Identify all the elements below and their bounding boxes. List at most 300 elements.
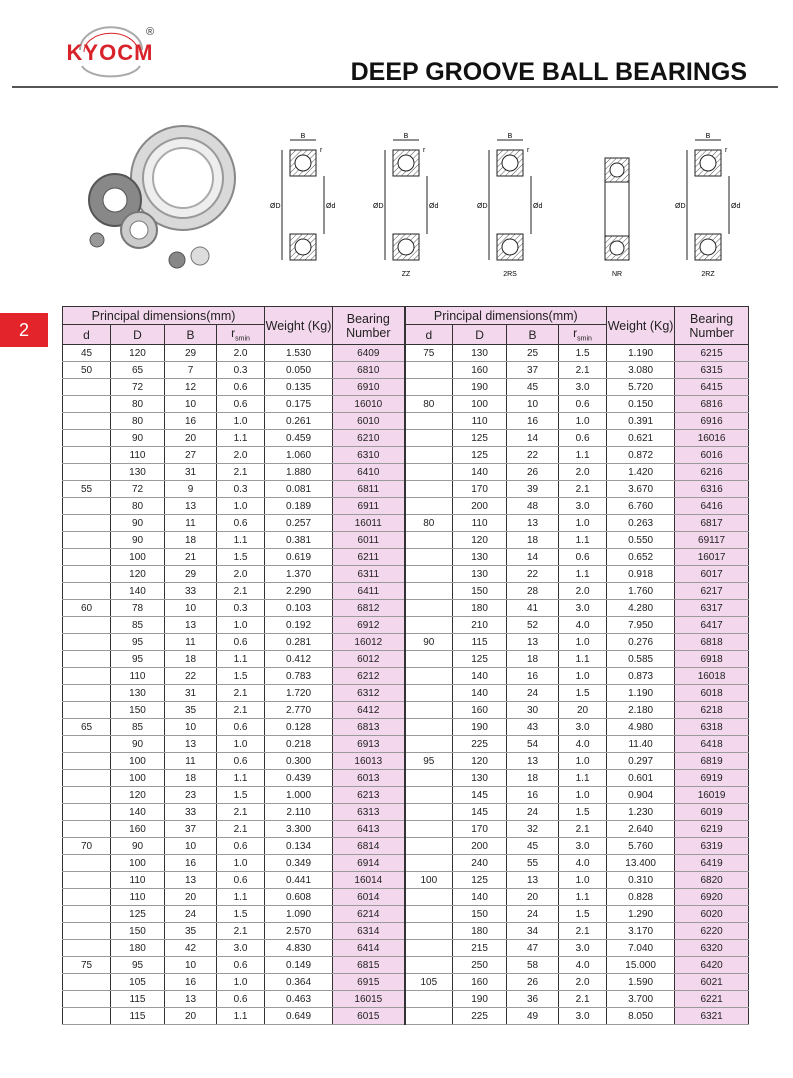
table-cell: 6216 [675, 464, 749, 481]
diag2-type-label: ZZ [401, 271, 411, 278]
table-cell [63, 804, 111, 821]
table-cell: 0.103 [265, 600, 333, 617]
table-cell [63, 651, 111, 668]
table-cell: 2.640 [607, 821, 675, 838]
diagram-2rz [675, 133, 740, 278]
table-cell: 115 [111, 1008, 165, 1025]
table-cell: 42 [165, 940, 217, 957]
table-cell [63, 855, 111, 872]
table-cell: 20 [165, 1008, 217, 1025]
table-cell: 200 [453, 498, 507, 515]
table-cell: 72 [111, 379, 165, 396]
table-cell: 65 [63, 719, 111, 736]
table-cell: 1.1 [559, 532, 607, 549]
page-number-tab: 2 [0, 313, 48, 347]
table-cell: 16 [165, 413, 217, 430]
table-row [63, 583, 749, 600]
table-cell: 0.050 [265, 362, 333, 379]
table-cell: 6820 [675, 872, 749, 889]
table-cell: 1.720 [265, 685, 333, 702]
table-cell: 0.081 [265, 481, 333, 498]
table-cell: 6919 [675, 770, 749, 787]
table-row [63, 549, 749, 566]
table-cell: 100 [111, 753, 165, 770]
table-cell: 6918 [675, 651, 749, 668]
table-cell: 6211 [333, 549, 405, 566]
table-cell [405, 583, 453, 600]
table-cell: 6912 [333, 617, 405, 634]
table-cell: 1.590 [607, 974, 675, 991]
table-cell: 2.1 [217, 923, 265, 940]
table-row [63, 855, 749, 872]
table-cell: 0.463 [265, 991, 333, 1008]
table-cell: 34 [507, 923, 559, 940]
table-cell: 16010 [333, 396, 405, 413]
table-cell: 125 [453, 447, 507, 464]
table-cell: 36 [507, 991, 559, 1008]
bearing-number-header-left: Bearing Number [333, 307, 405, 345]
table-cell: 0.349 [265, 855, 333, 872]
table-cell: 100 [111, 855, 165, 872]
table-cell: 140 [453, 685, 507, 702]
diagram-2rs [477, 133, 542, 278]
table-cell: 6814 [333, 838, 405, 855]
table-row [63, 617, 749, 634]
table-cell: 10 [507, 396, 559, 413]
table-cell: 0.6 [559, 430, 607, 447]
table-cell: 28 [507, 583, 559, 600]
table-cell: 2.290 [265, 583, 333, 600]
brand-logo [62, 26, 162, 78]
table-cell: 20 [165, 889, 217, 906]
table-cell: 18 [165, 532, 217, 549]
table-row [63, 974, 749, 991]
table-cell: 3.080 [607, 362, 675, 379]
table-cell: 90 [405, 634, 453, 651]
table-cell: 13.400 [607, 855, 675, 872]
table-cell: 130 [111, 685, 165, 702]
table-cell: 0.149 [265, 957, 333, 974]
table-cell: 160 [453, 362, 507, 379]
table-cell: 3.0 [217, 940, 265, 957]
table-row [63, 634, 749, 651]
table-cell: 0.649 [265, 1008, 333, 1025]
table-row [63, 906, 749, 923]
table-cell: 20 [559, 702, 607, 719]
table-cell: 5.720 [607, 379, 675, 396]
table-cell: 130 [453, 549, 507, 566]
table-cell: 1.5 [559, 804, 607, 821]
table-cell: 190 [453, 991, 507, 1008]
table-cell: 6218 [675, 702, 749, 719]
table-cell: 4.830 [265, 940, 333, 957]
table-cell: 35 [165, 923, 217, 940]
table-cell: 110 [111, 668, 165, 685]
table-cell: 0.872 [607, 447, 675, 464]
table-cell: 85 [111, 617, 165, 634]
table-cell: 14 [507, 430, 559, 447]
table-cell: 80 [111, 413, 165, 430]
table-cell: 13 [165, 617, 217, 634]
table-cell: 6220 [675, 923, 749, 940]
diag3-r-label: r [527, 147, 530, 154]
table-cell: 6420 [675, 957, 749, 974]
table-cell: 0.6 [217, 634, 265, 651]
table-cell: 25 [507, 345, 559, 362]
table-row [63, 821, 749, 838]
table-cell [63, 566, 111, 583]
table-cell: 150 [111, 923, 165, 940]
table-cell: 39 [507, 481, 559, 498]
table-cell: 6911 [333, 498, 405, 515]
table-cell [405, 923, 453, 940]
table-cell: 80 [111, 498, 165, 515]
table-row [63, 719, 749, 736]
table-cell: 6214 [333, 906, 405, 923]
table-cell [405, 566, 453, 583]
table-cell: 6321 [675, 1008, 749, 1025]
table-cell [405, 702, 453, 719]
table-cell: 1.5 [559, 345, 607, 362]
table-cell: 2.1 [559, 991, 607, 1008]
table-cell: 6016 [675, 447, 749, 464]
table-cell: 0.6 [217, 957, 265, 974]
table-cell: 6818 [675, 634, 749, 651]
table-cell: 6819 [675, 753, 749, 770]
table-cell [405, 498, 453, 515]
table-cell: 120 [453, 753, 507, 770]
table-cell: 125 [111, 906, 165, 923]
weight-header-right: Weight (Kg) [607, 307, 675, 345]
table-cell: 75 [405, 345, 453, 362]
col-D-right: D [453, 325, 507, 345]
table-cell: 15.000 [607, 957, 675, 974]
table-cell: 50 [63, 362, 111, 379]
table-cell: 2.1 [559, 362, 607, 379]
table-cell: 140 [453, 889, 507, 906]
table-cell: 37 [165, 821, 217, 838]
col-r-left [217, 325, 265, 345]
table-cell: 6910 [333, 379, 405, 396]
table-cell [405, 991, 453, 1008]
table-cell: 16016 [675, 430, 749, 447]
table-cell: 6920 [675, 889, 749, 906]
table-cell: 12 [165, 379, 217, 396]
table-cell: 110 [111, 872, 165, 889]
table-cell: 9 [165, 481, 217, 498]
table-cell: 1.1 [217, 651, 265, 668]
table-cell [63, 991, 111, 1008]
table-cell: 1.1 [559, 651, 607, 668]
table-cell: 100 [111, 770, 165, 787]
table-cell [63, 617, 111, 634]
col-r-left-label: r [231, 326, 236, 341]
table-cell: 0.6 [217, 991, 265, 1008]
table-cell: 16019 [675, 787, 749, 804]
col-r-right [559, 325, 607, 345]
table-cell: 0.550 [607, 532, 675, 549]
table-cell: 26 [507, 974, 559, 991]
table-row [63, 668, 749, 685]
table-cell: 35 [165, 702, 217, 719]
table-cell: 140 [111, 583, 165, 600]
table-row [63, 923, 749, 940]
table-cell [405, 447, 453, 464]
table-cell [63, 430, 111, 447]
table-cell: 0.459 [265, 430, 333, 447]
table-cell: 6419 [675, 855, 749, 872]
table-cell [405, 889, 453, 906]
table-cell: 6412 [333, 702, 405, 719]
table-cell: 6018 [675, 685, 749, 702]
table-cell: 1.5 [217, 906, 265, 923]
table-cell [63, 736, 111, 753]
table-cell: 58 [507, 957, 559, 974]
table-cell: 100 [405, 872, 453, 889]
table-cell: 1.0 [217, 498, 265, 515]
table-cell: 1.1 [559, 566, 607, 583]
table-cell [405, 957, 453, 974]
table-cell: 13 [165, 991, 217, 1008]
table-cell: 0.873 [607, 668, 675, 685]
table-cell [63, 1008, 111, 1025]
table-row [63, 957, 749, 974]
table-cell: 80 [405, 515, 453, 532]
table-cell: 1.190 [607, 345, 675, 362]
table-cell: 11 [165, 515, 217, 532]
table-cell: 0.3 [217, 362, 265, 379]
table-cell [405, 685, 453, 702]
table-cell: 2.1 [559, 923, 607, 940]
table-cell: 0.6 [217, 838, 265, 855]
table-cell: 120 [111, 345, 165, 362]
table-cell: 6210 [333, 430, 405, 447]
table-cell: 8.050 [607, 1008, 675, 1025]
table-cell [63, 668, 111, 685]
table-cell: 0.6 [559, 549, 607, 566]
diag5-D-label: ØD [675, 203, 686, 210]
table-cell: 0.918 [607, 566, 675, 583]
table-cell: 6221 [675, 991, 749, 1008]
diag5-type-label: 2RZ [701, 271, 715, 278]
table-cell: 250 [453, 957, 507, 974]
table-cell: 6416 [675, 498, 749, 515]
table-cell: 215 [453, 940, 507, 957]
table-cell: 6817 [675, 515, 749, 532]
table-cell: 0.150 [607, 396, 675, 413]
table-body [63, 345, 749, 1025]
table-cell: 90 [111, 532, 165, 549]
table-cell: 23 [165, 787, 217, 804]
table-cell: 1.090 [265, 906, 333, 923]
table-cell: 1.0 [559, 515, 607, 532]
table-cell: 2.770 [265, 702, 333, 719]
table-cell: 115 [453, 634, 507, 651]
table-cell: 1.0 [217, 974, 265, 991]
table-cell: 60 [63, 600, 111, 617]
header-divider [12, 86, 778, 88]
table-cell: 1.0 [559, 634, 607, 651]
table-cell: 6913 [333, 736, 405, 753]
table-cell: 65 [111, 362, 165, 379]
table-cell: 13 [507, 872, 559, 889]
table-row [63, 532, 749, 549]
table-cell: 1.1 [217, 430, 265, 447]
table-cell: 2.570 [265, 923, 333, 940]
table-cell: 16 [507, 668, 559, 685]
table-cell [63, 396, 111, 413]
table-cell: 0.218 [265, 736, 333, 753]
principal-dimensions-header-left: Principal dimensions(mm) [63, 307, 265, 325]
table-row [63, 413, 749, 430]
table-cell: 10 [165, 396, 217, 413]
table-cell: 13 [165, 498, 217, 515]
table-cell: 1.5 [217, 668, 265, 685]
table-cell [63, 702, 111, 719]
table-cell: 41 [507, 600, 559, 617]
table-cell [63, 940, 111, 957]
table-cell [405, 855, 453, 872]
table-cell: 11.40 [607, 736, 675, 753]
diag5-b-label: B [705, 133, 711, 140]
table-cell: 16011 [333, 515, 405, 532]
table-cell: 1.0 [559, 668, 607, 685]
table-cell [405, 838, 453, 855]
table-row [63, 736, 749, 753]
table-cell: 4.980 [607, 719, 675, 736]
table-cell: 200 [453, 838, 507, 855]
table-cell: 2.1 [217, 821, 265, 838]
table-cell: 3.700 [607, 991, 675, 1008]
table-cell: 24 [165, 906, 217, 923]
diag5-r-label: r [725, 147, 728, 154]
table-cell: 145 [453, 804, 507, 821]
diag3-d-label: Ød [533, 203, 543, 210]
table-cell: 6811 [333, 481, 405, 498]
table-cell [63, 685, 111, 702]
table-cell: 2.0 [217, 566, 265, 583]
table-cell: 0.135 [265, 379, 333, 396]
table-cell: 0.6 [559, 396, 607, 413]
table-cell: 16 [507, 413, 559, 430]
table-cell: 2.1 [217, 685, 265, 702]
table-row [63, 379, 749, 396]
table-cell [63, 549, 111, 566]
table-cell: 6017 [675, 566, 749, 583]
table-cell: 85 [111, 719, 165, 736]
table-cell: 47 [507, 940, 559, 957]
table-cell: 100 [453, 396, 507, 413]
table-cell: 2.110 [265, 804, 333, 821]
table-cell: 4.0 [559, 855, 607, 872]
table-cell [405, 1008, 453, 1025]
table-cell [405, 787, 453, 804]
table-cell: 6312 [333, 685, 405, 702]
table-cell: 5.760 [607, 838, 675, 855]
table-cell: 6319 [675, 838, 749, 855]
table-cell: 80 [405, 396, 453, 413]
table-cell [63, 889, 111, 906]
table-cell: 6011 [333, 532, 405, 549]
table-cell: 6012 [333, 651, 405, 668]
table-cell [405, 617, 453, 634]
table-cell: 0.783 [265, 668, 333, 685]
table-cell: 69117 [675, 532, 749, 549]
table-cell: 26 [507, 464, 559, 481]
table-row [63, 447, 749, 464]
table-cell: 6812 [333, 600, 405, 617]
table-cell: 0.381 [265, 532, 333, 549]
table-cell: 0.412 [265, 651, 333, 668]
table-cell [405, 719, 453, 736]
table-cell: 1.530 [265, 345, 333, 362]
col-r-right-sub: smin [577, 335, 592, 343]
table-row [63, 889, 749, 906]
table-cell: 4.0 [559, 957, 607, 974]
table-cell: 1.1 [559, 889, 607, 906]
table-cell [405, 668, 453, 685]
table-cell: 1.5 [559, 685, 607, 702]
table-cell: 18 [507, 532, 559, 549]
table-cell [405, 430, 453, 447]
table-cell: 6915 [333, 974, 405, 991]
table-cell [405, 464, 453, 481]
diagram-zz [373, 133, 438, 278]
table-cell: 10 [165, 957, 217, 974]
table-cell: 1.230 [607, 804, 675, 821]
table-cell: 13 [165, 736, 217, 753]
table-cell: 1.0 [559, 872, 607, 889]
table-cell: 95 [111, 651, 165, 668]
table-cell: 3.0 [559, 838, 607, 855]
table-cell: 6320 [675, 940, 749, 957]
table-cell [405, 651, 453, 668]
table-cell: 14 [507, 549, 559, 566]
table-cell: 0.310 [607, 872, 675, 889]
table-cell: 30 [507, 702, 559, 719]
table-cell: 0.904 [607, 787, 675, 804]
table-cell [405, 940, 453, 957]
table-cell: 20 [507, 889, 559, 906]
table-cell: 24 [507, 685, 559, 702]
table-cell: 16 [165, 974, 217, 991]
table-cell: 18 [507, 770, 559, 787]
table-cell: 0.439 [265, 770, 333, 787]
table-cell: 52 [507, 617, 559, 634]
table-cell: 1.880 [265, 464, 333, 481]
table-cell [405, 770, 453, 787]
diag1-D-label: ØD [270, 203, 281, 210]
col-d-right: d [405, 325, 453, 345]
table-cell: 4.0 [559, 736, 607, 753]
table-cell: 6417 [675, 617, 749, 634]
table-cell [405, 804, 453, 821]
table-cell: 150 [453, 906, 507, 923]
table-cell: 225 [453, 736, 507, 753]
table-cell: 6215 [675, 345, 749, 362]
table-cell: 31 [165, 464, 217, 481]
table-cell: 0.619 [265, 549, 333, 566]
table-cell [405, 821, 453, 838]
table-row [63, 838, 749, 855]
table-cell: 240 [453, 855, 507, 872]
table-cell: 1.000 [265, 787, 333, 804]
table-cell: 0.257 [265, 515, 333, 532]
col-D-left: D [111, 325, 165, 345]
table-cell: 3.0 [559, 1008, 607, 1025]
table-cell: 6916 [675, 413, 749, 430]
table-row [63, 362, 749, 379]
